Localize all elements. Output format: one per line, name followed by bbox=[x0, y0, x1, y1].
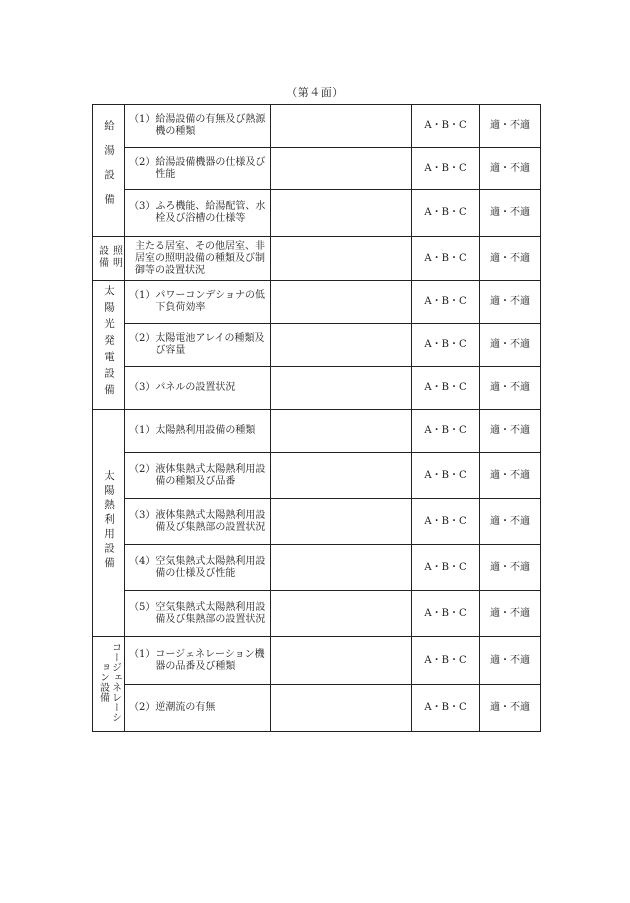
table-row bbox=[93, 324, 541, 367]
item-cell bbox=[125, 499, 271, 545]
item-number: （2） bbox=[129, 702, 156, 713]
table-row bbox=[93, 499, 541, 545]
grade-cell[interactable]: A・B・C bbox=[412, 453, 480, 499]
notes-cell[interactable] bbox=[271, 324, 412, 367]
item-cell bbox=[125, 190, 271, 237]
verdict-cell[interactable]: 適・不適 bbox=[480, 324, 541, 367]
table-row bbox=[93, 105, 541, 148]
category-label: 太陽光発電設備 bbox=[103, 285, 115, 401]
table-row bbox=[93, 591, 541, 637]
grade-cell[interactable]: A・B・C bbox=[412, 190, 480, 237]
verdict-cell[interactable]: 適・不適 bbox=[480, 367, 541, 410]
notes-cell[interactable] bbox=[271, 499, 412, 545]
grade-cell[interactable]: A・B・C bbox=[412, 281, 480, 324]
notes-cell[interactable] bbox=[271, 190, 412, 237]
item-cell bbox=[125, 324, 271, 367]
category-cell-lighting bbox=[93, 237, 125, 281]
verdict-cell[interactable]: 適・不適 bbox=[480, 637, 541, 685]
item-number: （2） bbox=[129, 156, 156, 168]
verdict-cell[interactable]: 適・不適 bbox=[480, 453, 541, 499]
grade-cell[interactable]: A・B・C bbox=[412, 367, 480, 410]
item-text: 太陽熱利用設備の種類 bbox=[155, 425, 256, 436]
item-text: ふろ機能、給湯配管、水栓及び浴槽の仕様等 bbox=[155, 201, 266, 224]
category-label: 照明設備 bbox=[96, 244, 122, 269]
item-number: （1） bbox=[129, 290, 156, 301]
item-cell bbox=[125, 148, 271, 190]
notes-cell[interactable] bbox=[271, 545, 412, 591]
table-row bbox=[93, 410, 541, 453]
table-row bbox=[93, 281, 541, 324]
item-cell bbox=[125, 367, 271, 410]
item-cell bbox=[125, 637, 271, 685]
item-number: （1） bbox=[129, 648, 156, 660]
item-text: 太陽電池アレイの種類及び容量 bbox=[155, 333, 265, 356]
item-cell bbox=[125, 591, 271, 637]
item-number: （3） bbox=[129, 509, 156, 521]
item-text: パネルの設置状況 bbox=[155, 382, 236, 393]
item-number: （4） bbox=[129, 555, 156, 567]
notes-cell[interactable] bbox=[271, 685, 412, 732]
notes-cell[interactable] bbox=[271, 237, 412, 281]
notes-cell[interactable] bbox=[271, 453, 412, 499]
table-row bbox=[93, 190, 541, 237]
grade-cell[interactable]: A・B・C bbox=[412, 591, 480, 637]
verdict-cell[interactable]: 適・不適 bbox=[480, 499, 541, 545]
category-cell-hot-water bbox=[93, 105, 125, 237]
item-text: 逆潮流の有無 bbox=[155, 702, 216, 713]
page-label: （第４面） bbox=[286, 86, 344, 99]
grade-cell[interactable]: A・B・C bbox=[412, 410, 480, 453]
grade-cell[interactable]: A・B・C bbox=[412, 685, 480, 732]
table-row bbox=[93, 237, 541, 281]
item-text: コージェネレーション機器の品番及び種類 bbox=[155, 648, 265, 672]
verdict-cell[interactable]: 適・不適 bbox=[480, 237, 541, 281]
item-number: （3） bbox=[129, 382, 156, 393]
grade-cell[interactable]: A・B・C bbox=[412, 637, 480, 685]
grade-cell[interactable]: A・B・C bbox=[412, 324, 480, 367]
grade-cell[interactable]: A・B・C bbox=[412, 148, 480, 190]
notes-cell[interactable] bbox=[271, 591, 412, 637]
grade-cell[interactable]: A・B・C bbox=[412, 545, 480, 591]
verdict-cell[interactable]: 適・不適 bbox=[480, 281, 541, 324]
table-row bbox=[93, 637, 541, 685]
verdict-cell[interactable]: 適・不適 bbox=[480, 591, 541, 637]
item-text: 給湯設備の有無及び熱源機の種類 bbox=[155, 114, 266, 137]
item-cell bbox=[125, 237, 271, 281]
grade-cell[interactable]: A・B・C bbox=[412, 499, 480, 545]
item-number: （2） bbox=[129, 463, 156, 475]
table-row bbox=[93, 148, 541, 190]
verdict-cell[interactable]: 適・不適 bbox=[480, 105, 541, 148]
notes-cell[interactable] bbox=[271, 410, 412, 453]
verdict-cell[interactable]: 適・不適 bbox=[480, 148, 541, 190]
item-text: 給湯設備機器の仕様及び性能 bbox=[155, 156, 266, 180]
verdict-cell[interactable]: 適・不適 bbox=[480, 545, 541, 591]
category-label: 給湯設備 bbox=[103, 119, 115, 218]
item-cell bbox=[125, 105, 271, 148]
grade-cell[interactable]: A・B・C bbox=[412, 105, 480, 148]
verdict-cell[interactable]: 適・不適 bbox=[480, 190, 541, 237]
category-cell-solar-thermal bbox=[93, 410, 125, 637]
item-number: （3） bbox=[129, 201, 156, 212]
item-cell bbox=[125, 410, 271, 453]
table-row bbox=[93, 545, 541, 591]
item-text: 空気集熱式太陽熱利用設備の仕様及び性能 bbox=[155, 555, 266, 579]
item-number: （5） bbox=[129, 601, 156, 613]
item-text: 空気集熱式太陽熱利用設備及び集熱部の設置状況 bbox=[155, 601, 266, 625]
inspection-form-table bbox=[92, 104, 541, 732]
table-row bbox=[93, 685, 541, 732]
table-row bbox=[93, 453, 541, 499]
verdict-cell[interactable]: 適・不適 bbox=[480, 410, 541, 453]
notes-cell[interactable] bbox=[271, 105, 412, 148]
item-text: パワーコンデショナの低下負荷効率 bbox=[155, 290, 265, 313]
category-label: 太陽熱利用設備 bbox=[103, 470, 115, 572]
item-text: 主たる居室、その他居室、非居室の照明設備の種類及び制御等の設置状況 bbox=[135, 240, 265, 276]
item-number: （1） bbox=[129, 425, 156, 436]
notes-cell[interactable] bbox=[271, 148, 412, 190]
item-cell bbox=[125, 453, 271, 499]
notes-cell[interactable] bbox=[271, 637, 412, 685]
item-cell bbox=[125, 685, 271, 732]
table-row bbox=[93, 367, 541, 410]
category-cell-cogeneration bbox=[93, 637, 125, 732]
notes-cell[interactable] bbox=[271, 367, 412, 410]
grade-cell[interactable]: A・B・C bbox=[412, 237, 480, 281]
item-text: 液体集熱式太陽熱利用設備の種類及び品番 bbox=[155, 463, 266, 487]
item-number: （1） bbox=[129, 114, 156, 125]
notes-cell[interactable] bbox=[271, 281, 412, 324]
verdict-cell[interactable]: 適・不適 bbox=[480, 685, 541, 732]
item-cell bbox=[125, 545, 271, 591]
item-number: （2） bbox=[129, 333, 156, 344]
category-cell-solar-pv bbox=[93, 281, 125, 410]
category-label: コージェネレーション設備 bbox=[97, 642, 121, 722]
item-text: 液体集熱式太陽熱利用設備及び集熱部の設置状況 bbox=[155, 509, 266, 533]
item-cell bbox=[125, 281, 271, 324]
